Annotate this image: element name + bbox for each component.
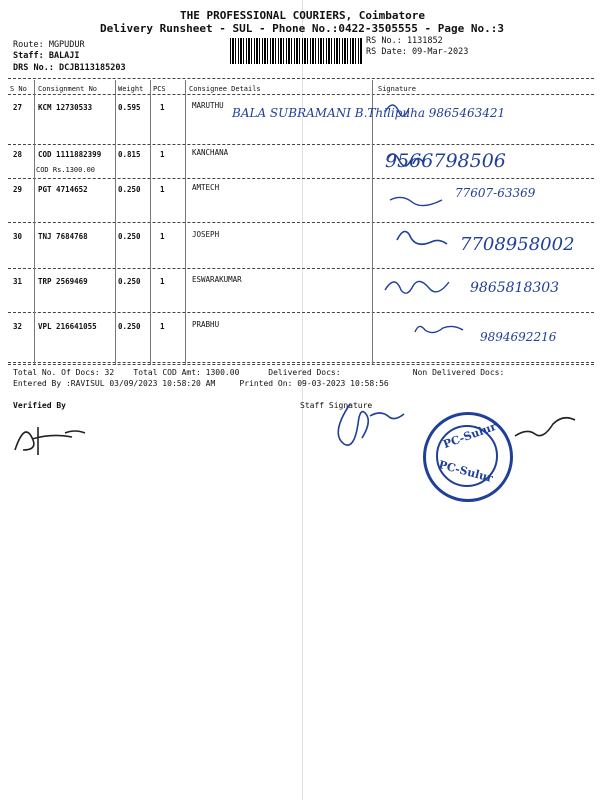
row-consignee: PRABHU xyxy=(192,320,220,329)
row-consignee: JOSEPH xyxy=(192,230,220,239)
row-weight: 0.250 xyxy=(118,322,141,331)
stamp-text: PC-Sulur xyxy=(441,419,499,452)
row-weight: 0.250 xyxy=(118,277,141,286)
handwritten-signature: 77607-63369 xyxy=(455,186,536,200)
runsheet-title: Delivery Runsheet - SUL - Phone No.:0422-3505555 - Page No.:3 xyxy=(100,22,504,35)
entered-printed-line xyxy=(13,379,389,388)
column-header-weight: Weight xyxy=(118,85,144,93)
row-sno: 29 xyxy=(13,185,23,194)
handwritten-signature: BALA SUBRAMANI B.Thilipuha 9865463421 xyxy=(232,106,506,120)
row-pcs: 1 xyxy=(160,185,165,194)
staff-label: Staff: BALAJI xyxy=(13,51,80,61)
row-consignee: ESWARAKUMAR xyxy=(192,275,242,284)
column-divider xyxy=(34,80,35,365)
table-top-rule xyxy=(8,78,594,79)
column-header-consignment: Consignment No xyxy=(38,85,98,93)
row-sno: 30 xyxy=(13,232,23,241)
column-header-pcs: PCS xyxy=(153,85,166,93)
handwritten-signature: 7708958002 xyxy=(460,234,575,255)
stamp-text-lower: PC-Sulur xyxy=(437,458,495,485)
company-title: THE PROFESSIONAL COURIERS, Coimbatore xyxy=(180,9,426,22)
column-divider xyxy=(115,80,116,365)
totals-line xyxy=(13,368,504,377)
column-divider xyxy=(150,80,151,365)
row-consignment: VPL 216641055 xyxy=(38,322,97,331)
barcode xyxy=(230,38,362,64)
row-consignment: PGT 4714652 xyxy=(38,185,88,194)
row-pcs: 1 xyxy=(160,103,165,112)
row-consignee: AMTECH xyxy=(192,183,220,192)
column-divider xyxy=(185,80,186,365)
row-sno: 27 xyxy=(13,103,23,112)
handwritten-signature: 9894692216 xyxy=(480,330,557,344)
row-weight: 0.815 xyxy=(118,150,141,159)
non-delivered-docs: Non Delivered Docs: xyxy=(412,368,505,377)
staff-signature-label: Staff Signature xyxy=(300,401,373,410)
row-pcs: 1 xyxy=(160,232,165,241)
row-sno: 31 xyxy=(13,277,23,286)
row-weight: 0.250 xyxy=(118,185,141,194)
row-consignee: MARUTHU xyxy=(192,101,224,110)
rs-number: RS No.: 1131852 xyxy=(366,36,443,46)
table-bottom-rule xyxy=(8,362,594,363)
row-sno: 32 xyxy=(13,322,23,331)
verifier-signature xyxy=(10,415,100,460)
entered-by: Entered By :RAVISUL 03/09/2023 10:58:20 AM xyxy=(13,379,216,388)
row-consignment: KCM 12730533 xyxy=(38,103,93,112)
drs-number: DRS No.: DCJB113185203 xyxy=(13,63,126,73)
rs-date: RS Date: 09-Mar-2023 xyxy=(366,47,469,57)
verified-by-label: Verified By xyxy=(13,401,66,410)
row-consignment: TRP 2569469 xyxy=(38,277,88,286)
column-divider xyxy=(372,80,373,365)
delivered-docs: Delivered Docs: xyxy=(268,368,341,377)
column-header-signature: Signature xyxy=(378,85,416,93)
handwritten-signature: 9865818303 xyxy=(470,280,560,296)
row-consignment: TNJ 7684768 xyxy=(38,232,88,241)
route-label: Route: MGPUDUR xyxy=(13,40,85,50)
row-pcs: 1 xyxy=(160,277,165,286)
handwritten-signature: 9566798506 xyxy=(385,150,506,172)
row-pcs: 1 xyxy=(160,150,165,159)
row-weight: 0.595 xyxy=(118,103,141,112)
company-stamp xyxy=(423,412,513,502)
total-docs: Total No. Of Docs: 32 xyxy=(13,368,115,377)
row-consignee: KANCHANA xyxy=(192,148,229,157)
row-consignment: COD 1111882399 xyxy=(38,150,102,159)
row-pcs: 1 xyxy=(160,322,165,331)
column-header-consignee: Consignee Details xyxy=(189,85,261,93)
row-weight: 0.250 xyxy=(118,232,141,241)
signature-scribbles xyxy=(375,90,595,360)
cod-amount: COD Rs.1300.00 xyxy=(36,166,96,174)
column-header-sno: S No xyxy=(10,85,27,93)
paper-fold-line xyxy=(302,0,303,800)
printed-on: Printed On: 09-03-2023 10:58:56 xyxy=(239,379,389,388)
total-cod: Total COD Amt: 1300.00 xyxy=(133,368,240,377)
footer-rule xyxy=(8,364,594,365)
row-sno: 28 xyxy=(13,150,23,159)
